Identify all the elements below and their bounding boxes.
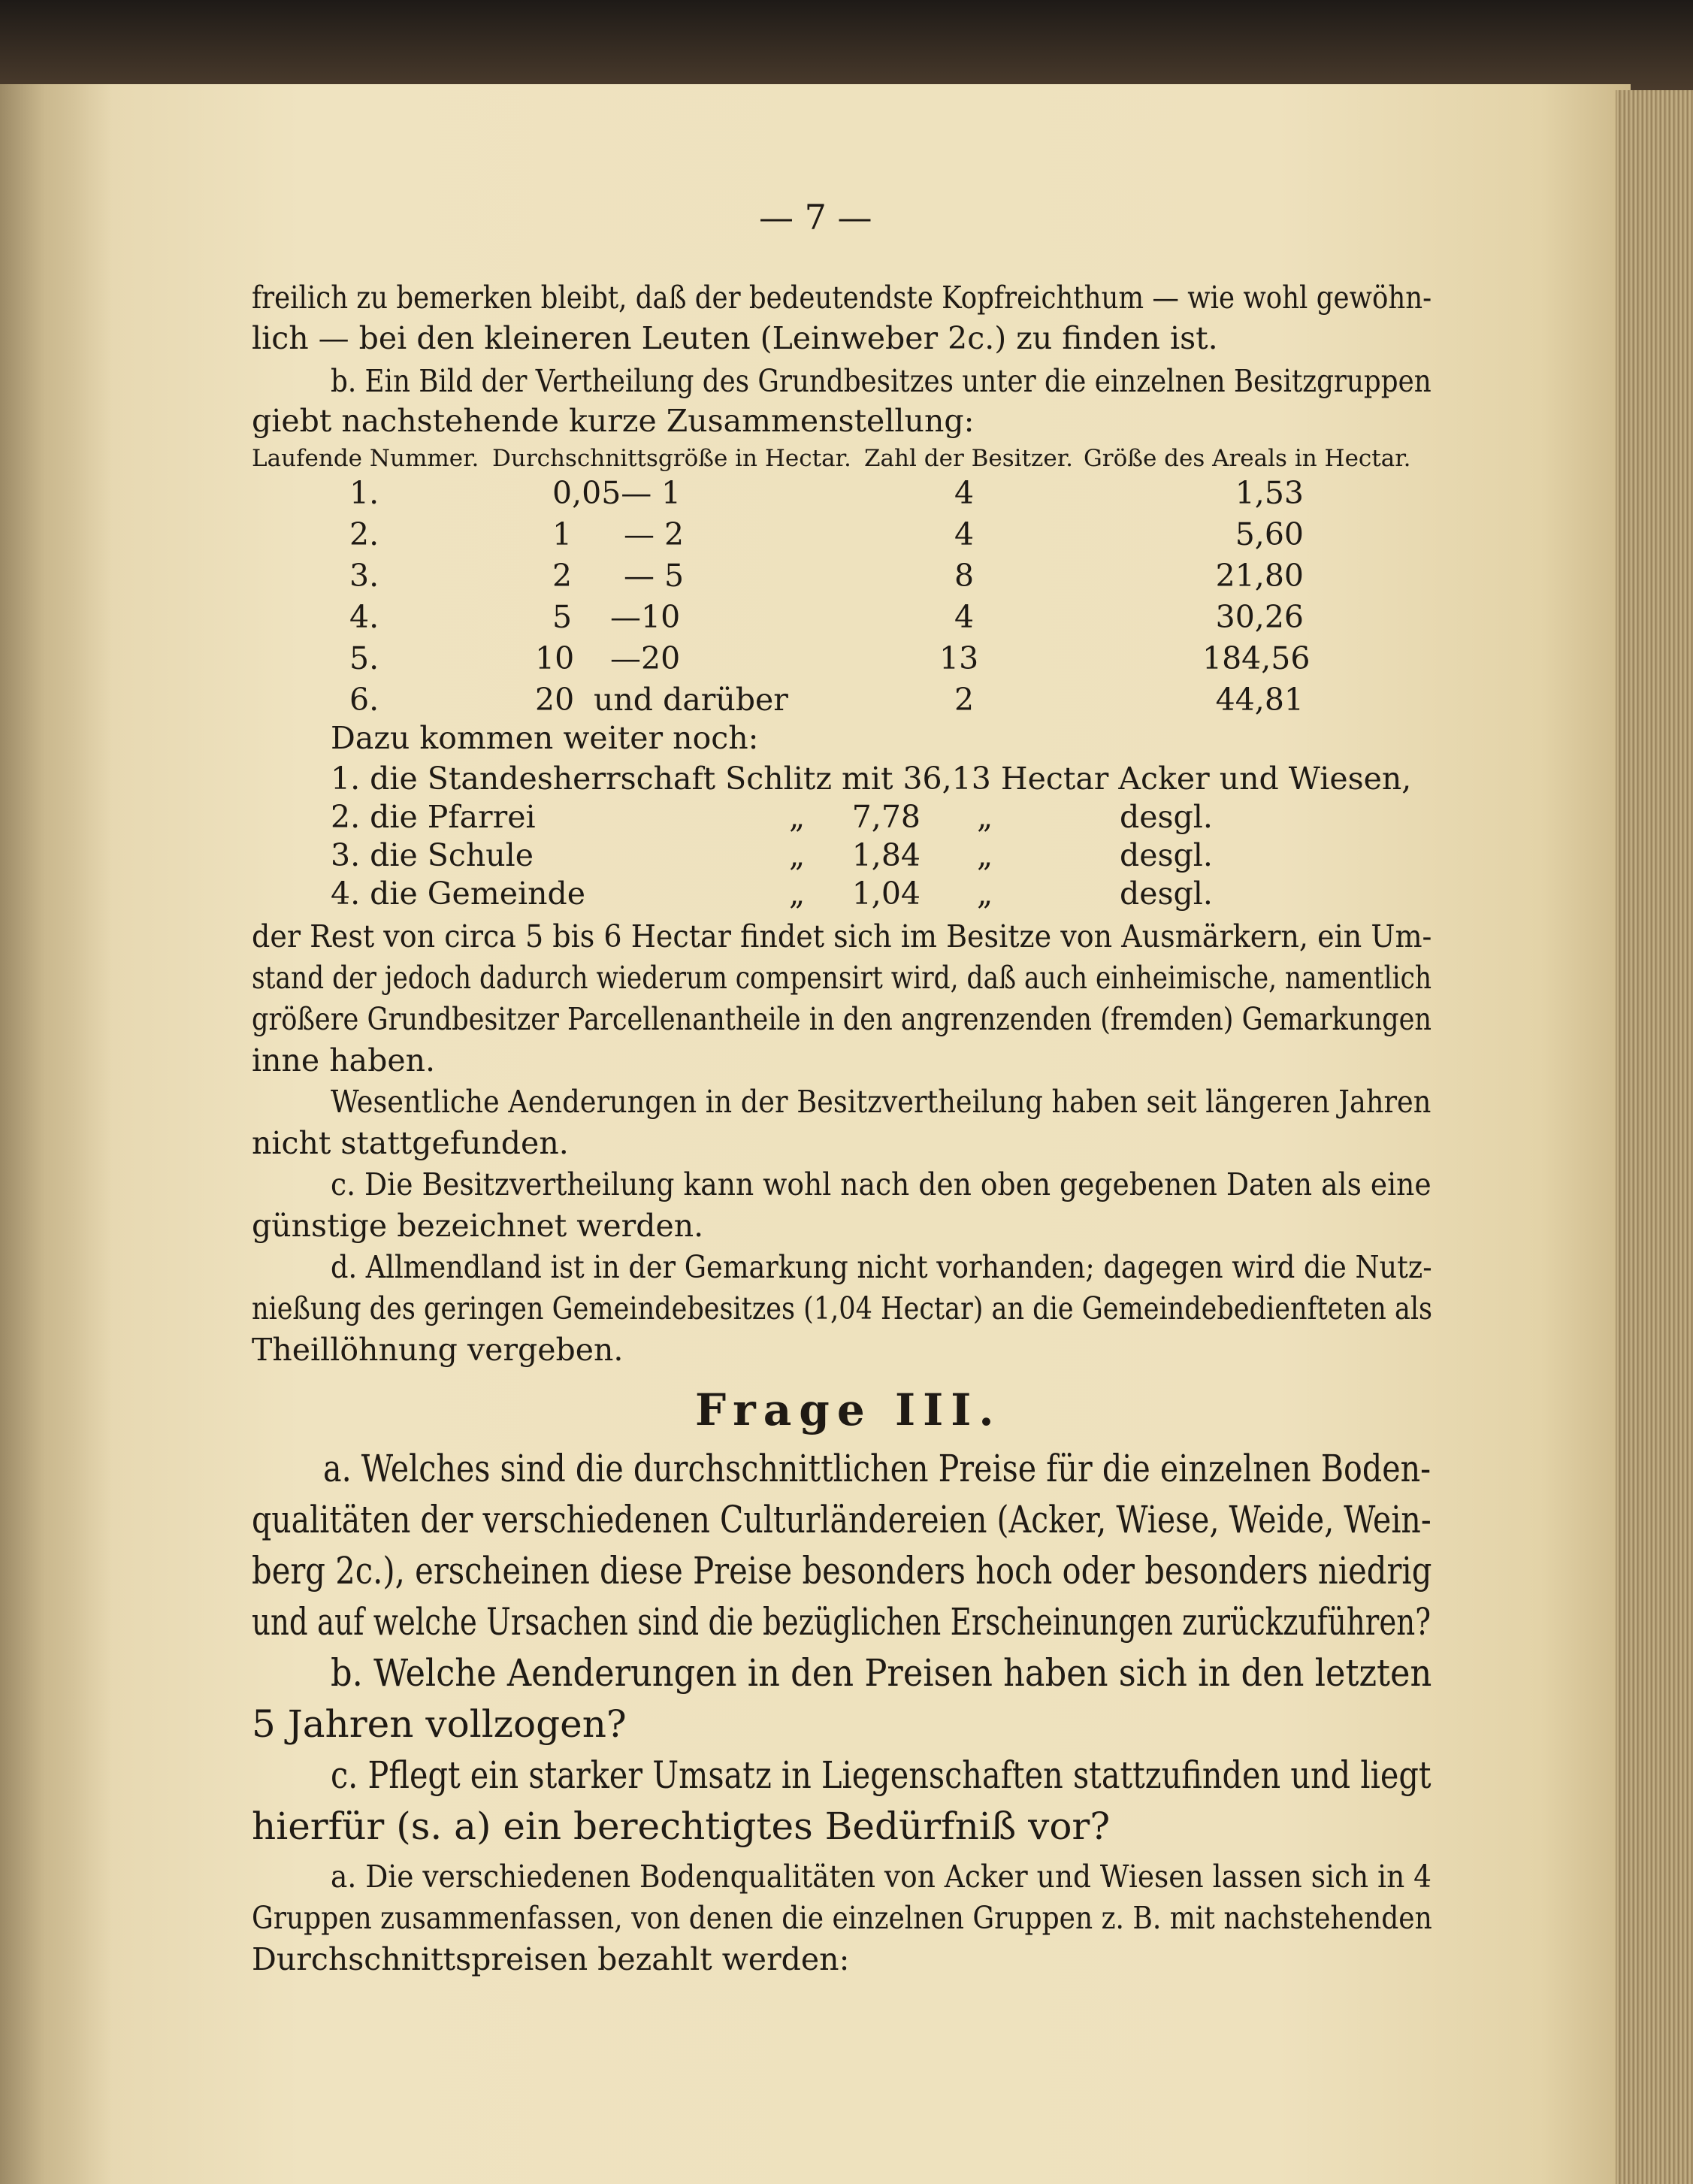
owner-count: 4 — [954, 599, 975, 635]
extra-tail: desgl. — [1120, 837, 1213, 873]
extra-value: 1,84 — [851, 837, 921, 873]
scan-top-background — [0, 0, 1693, 90]
size-to: —10 — [610, 599, 681, 635]
table-header: Durchschnittsgröße in Hectar. — [492, 445, 851, 472]
ditto-mark: „ — [977, 837, 993, 873]
row-number: 6. — [349, 682, 379, 718]
row-number: 5. — [349, 640, 379, 676]
text-line: lich — bei den kleineren Leuten (Leinweber 2c.) zu finden ist. — [252, 320, 1218, 356]
text-line: inne haben. — [252, 1042, 436, 1078]
page-number: — 7 — — [759, 197, 872, 237]
ditto-mark: „ — [789, 837, 806, 873]
text-line: günstige bezeichnet werden. — [252, 1208, 704, 1244]
page-edges — [1616, 90, 1693, 2184]
row-number: 1. — [349, 475, 379, 511]
text-line: b. Ein Bild der Vertheilung des Grundbesitzes unter die einzelnen Besitzgruppen — [331, 363, 1431, 399]
text-line: größere Grundbesitzer Parcellenantheile in den angrenzenden (fremden) Gemarkungen — [252, 1001, 1432, 1037]
owner-count: 13 — [939, 640, 979, 676]
ditto-mark: „ — [789, 876, 806, 912]
ditto-mark: „ — [977, 876, 993, 912]
row-number: 2. — [349, 516, 379, 552]
ditto-mark: „ — [977, 799, 993, 835]
row-number: 3. — [349, 558, 379, 594]
size-from: 1 — [552, 516, 573, 552]
extra-item: 3. die Schule — [331, 837, 534, 873]
extra-item: 2. die Pfarrei — [331, 799, 536, 835]
text-line: c. Die Besitzvertheilung kann wohl nach den oben gegebenen Daten als eine — [331, 1166, 1431, 1202]
extra-tail: desgl. — [1120, 876, 1213, 912]
question-line: a. Welches sind die durchschnittlichen Preise für die einzelnen Boden- — [323, 1447, 1431, 1490]
size-to: und darüber — [594, 682, 788, 718]
size-from: 0,05— — [552, 475, 652, 511]
question-line: qualitäten der verschiedenen Culturländereien (Acker, Wiese, Weide, Wein- — [252, 1498, 1431, 1541]
area-value: 1,53 — [1235, 475, 1304, 511]
section-heading: Frage III. — [695, 1384, 1002, 1435]
text-line: stand der jedoch dadurch wiederum compensirt wird, daß auch einheimische, namentlich — [252, 960, 1431, 996]
area-value: 30,26 — [1215, 599, 1304, 635]
page-gutter-shadow — [0, 84, 113, 2184]
table-header: Laufende Nummer. — [252, 445, 479, 472]
question-line: 5 Jahren vollzogen? — [252, 1702, 627, 1746]
area-value: 5,60 — [1235, 516, 1304, 552]
question-line: und auf welche Ursachen sind die bezüglichen Erscheinungen zurückzuführen? — [252, 1600, 1431, 1644]
answer-line: Durchschnittspreisen bezahlt werden: — [252, 1941, 850, 1977]
area-value: 21,80 — [1215, 558, 1304, 594]
row-number: 4. — [349, 599, 379, 635]
size-to: —20 — [610, 640, 681, 676]
size-to: 1 — [661, 475, 682, 511]
answer-line: a. Die verschiedenen Bodenqualitäten von Acker und Wiesen lassen sich in 4 — [331, 1859, 1432, 1895]
question-line: berg 2c.), erscheinen diese Preise besonders hoch oder besonders niedrig — [252, 1549, 1432, 1593]
size-to: — 5 — [624, 558, 685, 594]
text-line: Wesentliche Aenderungen in der Besitzvertheilung haben seit längeren Jahren — [331, 1084, 1431, 1120]
question-line: c. Pflegt ein starker Umsatz in Liegenschaften stattzufinden und liegt — [331, 1753, 1431, 1797]
size-to: — 2 — [624, 516, 685, 552]
owner-count: 4 — [954, 516, 975, 552]
question-line: hierfür (s. a) ein berechtigtes Bedürfniß vor? — [252, 1804, 1111, 1848]
text-line: nicht stattgefunden. — [252, 1125, 569, 1161]
table-header: Zahl der Besitzer. — [864, 445, 1073, 472]
answer-line: Gruppen zusammenfassen, von denen die einzelnen Gruppen z. B. mit nachstehenden — [252, 1900, 1432, 1936]
table-header: Größe des Areals in Hectar. — [1084, 445, 1411, 472]
extra-item: 1. die Standesherrschaft Schlitz mit 36,13 Hectar Acker und Wiesen, — [331, 761, 1412, 797]
text-line: freilich zu bemerken bleibt, daß der bedeutendste Kopfreichthum — wie wohl gewöhn- — [252, 280, 1432, 316]
area-value: 184,56 — [1202, 640, 1311, 676]
owner-count: 8 — [954, 558, 975, 594]
size-from: 20 — [535, 682, 575, 718]
text-line: nießung des geringen Gemeindebesitzes (1,04 Hectar) an die Gemeindebedienfteten als — [252, 1290, 1433, 1326]
extra-value: 1,04 — [851, 876, 921, 912]
size-from: 5 — [552, 599, 573, 635]
text-line: Theillöhnung vergeben. — [252, 1332, 624, 1368]
size-from: 2 — [552, 558, 573, 594]
ditto-mark: „ — [789, 799, 806, 835]
size-from: 10 — [535, 640, 575, 676]
question-line: b. Welche Aenderungen in den Preisen haben sich in den letzten — [331, 1651, 1432, 1695]
text-line: d. Allmendland ist in der Gemarkung nicht vorhanden; dagegen wird die Nutz- — [331, 1249, 1432, 1285]
extra-value: 7,78 — [851, 799, 921, 835]
area-value: 44,81 — [1215, 682, 1304, 718]
owner-count: 2 — [954, 682, 975, 718]
text-line: der Rest von circa 5 bis 6 Hectar findet sich im Besitze von Ausmärkern, ein Um- — [252, 918, 1432, 954]
extra-item: 4. die Gemeinde — [331, 876, 585, 912]
text-line: giebt nachstehende kurze Zusammenstellung: — [252, 403, 975, 439]
extra-tail: desgl. — [1120, 799, 1213, 835]
text-line: Dazu kommen weiter noch: — [331, 720, 759, 756]
owner-count: 4 — [954, 475, 975, 511]
